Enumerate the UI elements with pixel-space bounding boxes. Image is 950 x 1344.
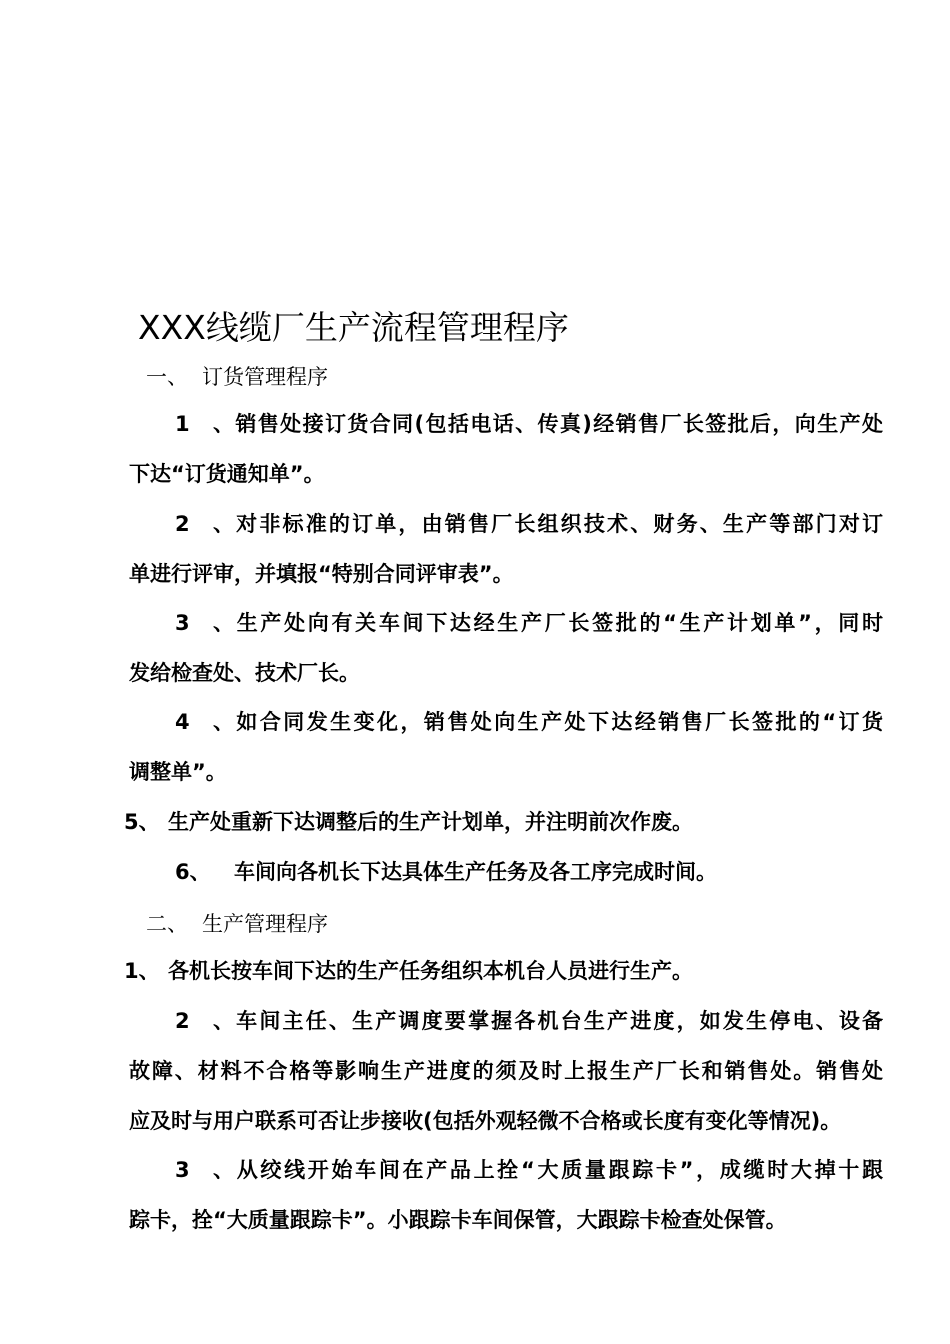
paragraph-text: 各机长按车间下达的生产任务组织本机台人员进行生产。 [168, 959, 693, 983]
item-number: 3、 [175, 611, 234, 635]
item-number: 2、 [175, 1009, 234, 1033]
paragraph-1-2 [129, 499, 883, 599]
paragraph-line [129, 697, 883, 747]
paragraph-line: 单进行评审，并填报“特别合同评审表”。 [129, 562, 514, 586]
paragraph-text: 如合同发生变化，销售处向生产处下达经销售厂长签批的“订货 [234, 710, 883, 734]
paragraph-text: 车间主任、生产调度要掌握各机台生产进度，如发生停电、设备 [234, 1009, 883, 1033]
paragraph-line: 故障、材料不合格等影响生产进度的须及时上报生产厂长和销售处。销售处 [129, 1059, 883, 1083]
paragraph-text: 销售处接订货合同(包括电话、传真)经销售厂长签批后，向生产处 [234, 412, 883, 436]
paragraph-text: 车间向各机长下达具体生产任务及各工序完成时间。 [234, 860, 717, 884]
paragraph-1-6 [129, 847, 883, 897]
item-number: 1、 [124, 959, 160, 983]
paragraph-line: 应及时与用户联系可否让步接收(包括外观轻微不合格或长度有变化等情况)。 [129, 1109, 842, 1133]
item-number: 2、 [175, 512, 234, 536]
paragraph-line [129, 1145, 883, 1195]
paragraph-1-4 [129, 697, 883, 797]
item-number: 6、 [175, 860, 211, 884]
paragraph-text: 对非标准的订单，由销售厂长组织技术、财务、生产等部门对订 [234, 512, 883, 536]
page-title: XXX线缆厂生产流程管理程序 [138, 308, 569, 347]
paragraph-line [129, 499, 883, 549]
item-number: 4、 [175, 710, 234, 734]
item-number: 3、 [175, 1158, 234, 1182]
section-heading-ordering [146, 361, 328, 391]
paragraph-text: 从绞线开始车间在产品上拴“大质量跟踪卡”，成缆时大掉十跟 [234, 1158, 883, 1182]
paragraph-text: 生产处向有关车间下达经生产厂长签批的“生产计划单”，同时 [234, 611, 883, 635]
paragraph-line: 发给检查处、技术厂长。 [129, 661, 360, 685]
item-number: 5、 [124, 810, 160, 834]
item-number: 1、 [175, 412, 234, 436]
paragraph-2-2 [129, 996, 883, 1146]
section-number: 二、 [146, 912, 188, 936]
paragraph-line [129, 996, 883, 1046]
paragraph-line: 踪卡，拴“大质量跟踪卡”。小跟踪卡车间保管，大跟踪卡检查处保管。 [129, 1208, 787, 1232]
paragraph-1-5 [124, 797, 693, 847]
section-number: 一、 [146, 365, 188, 389]
section-label: 订货管理程序 [202, 365, 328, 389]
paragraph-text: 生产处重新下达调整后的生产计划单，并注明前次作废。 [168, 810, 693, 834]
paragraph-line [129, 847, 883, 897]
paragraph-line [129, 598, 883, 648]
paragraph-1-3 [129, 598, 883, 698]
paragraph-2-1 [124, 946, 693, 996]
paragraph-1-1 [129, 399, 883, 499]
section-label: 生产管理程序 [202, 912, 328, 936]
paragraph-line [129, 399, 883, 449]
paragraph-2-3 [129, 1145, 883, 1245]
paragraph-line: 下达“订货通知单”。 [129, 462, 325, 486]
paragraph-line: 调整单”。 [129, 760, 227, 784]
section-heading-production [146, 908, 328, 938]
